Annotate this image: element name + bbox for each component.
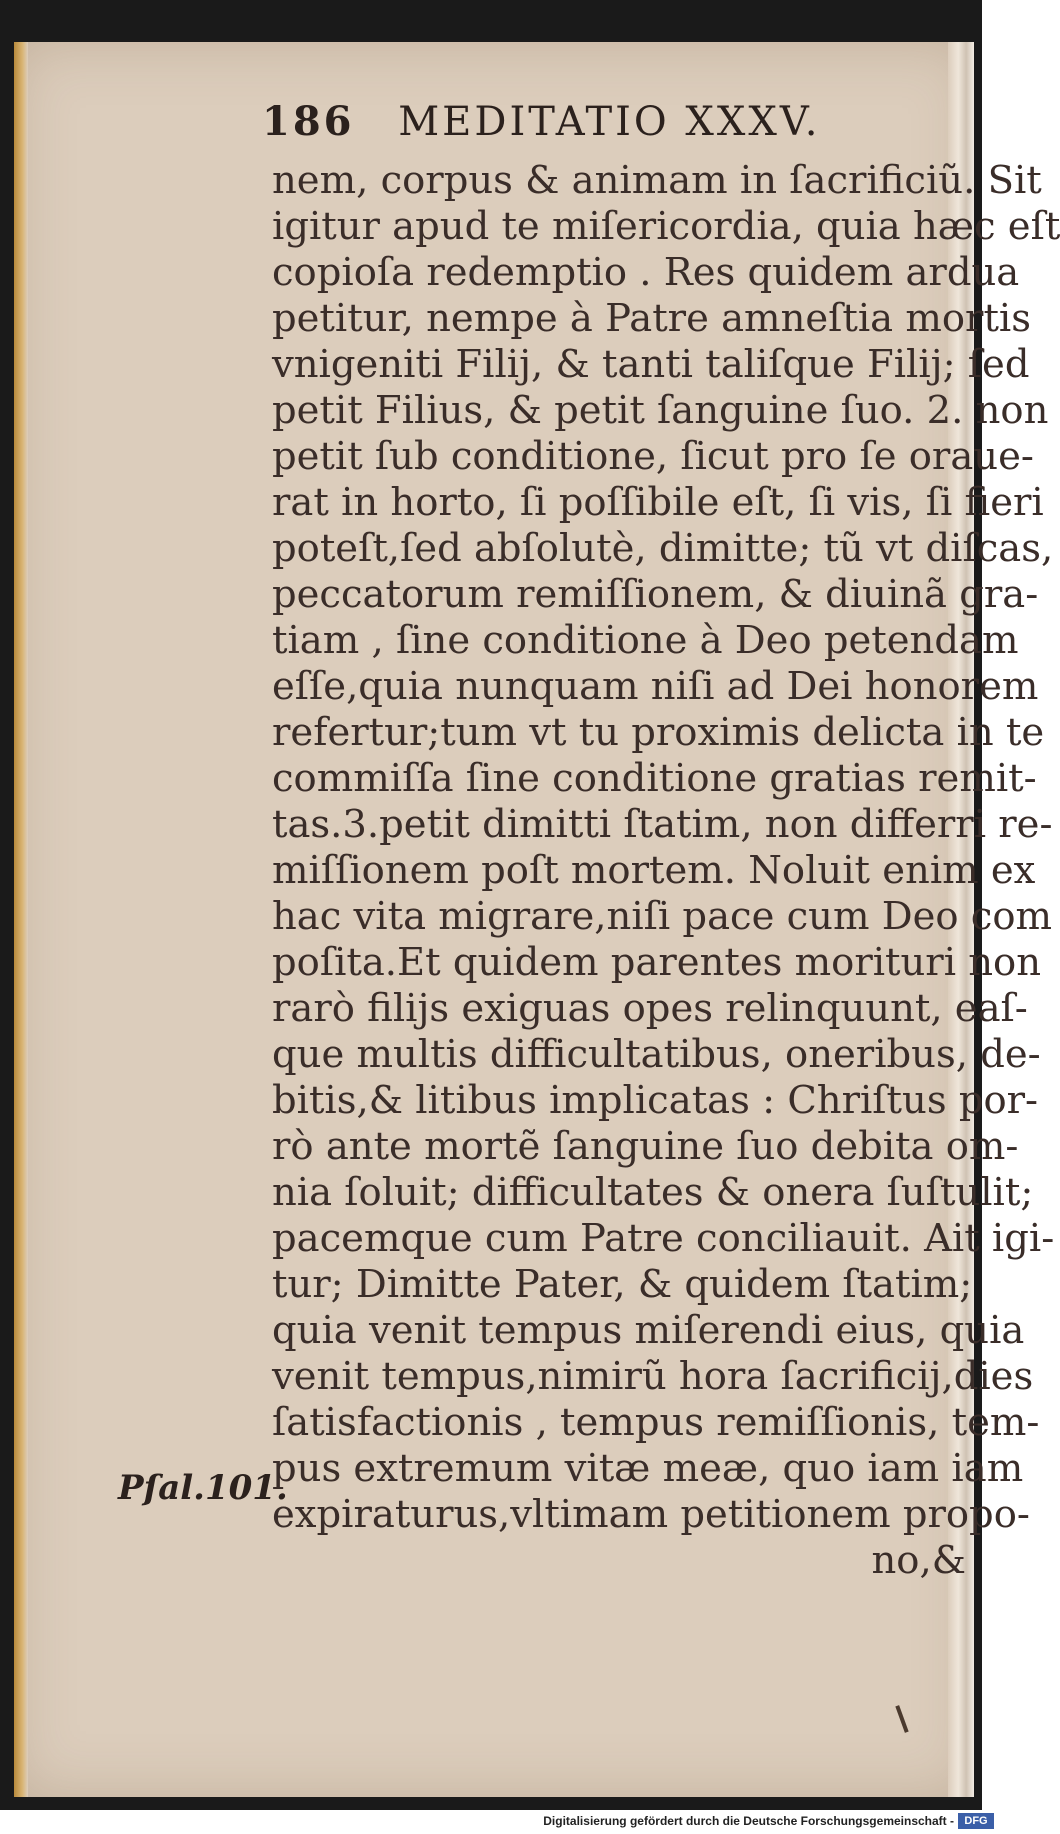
text-line: hac vita migrare,niſi pace cum Deo com: [272, 894, 1053, 939]
text-line: nia ſoluit; difficultates & onera ſuſtulit;: [272, 1170, 1034, 1215]
page-left-edge: [14, 42, 28, 1797]
text-line: petitur, nempe à Patre amneſtia mortis: [272, 296, 1032, 341]
text-line: pacemque cum Patre conciliauit. Ait igi-: [272, 1216, 1055, 1261]
text-line: peccatorum remiſſionem, & diuinã gra-: [272, 572, 1039, 617]
text-line: petit ſub conditione, ſicut pro ſe oraue-: [272, 434, 1034, 479]
text-line: bitis,& litibus implicatas : Chriſtus por-: [272, 1078, 1039, 1123]
text-line: nem, corpus & animam in ſacrificiũ. Sit: [272, 158, 1042, 203]
text-block: [272, 158, 1060, 1584]
margin-note: Pſal.101.: [118, 1468, 288, 1508]
text-line: petit Filius, & petit ſanguine ſuo. 2. non: [272, 388, 1049, 433]
text-line: expiraturus,vltimam petitionem propo-: [272, 1492, 1030, 1537]
text-line: tas.3.petit dimitti ſtatim, non differri re-: [272, 802, 1053, 847]
text-line: que multis difficultatibus, oneribus, de-: [272, 1032, 1041, 1077]
text-line: quia venit tempus miſerendi eius, quia: [272, 1308, 1025, 1353]
text-line: poteſt,ſed abſolutè, dimitte; tũ vt diſcas,: [272, 526, 1054, 571]
text-line: poſita.Et quidem parentes morituri non: [272, 940, 1042, 985]
text-line: copioſa redemptio . Res quidem ardua: [272, 250, 1020, 295]
text-line: rarò filijs exiguas opes relinquunt, eaſ-: [272, 986, 1028, 1031]
text-line: commiſſa ſine conditione gratias remit-: [272, 756, 1037, 801]
dfg-logo: DFG: [958, 1813, 994, 1829]
text-line: refertur;tum vt tu proximis delicta in te: [272, 710, 1045, 755]
text-line: ſatisfactionis , tempus remiſſionis, tem-: [272, 1400, 1040, 1445]
page-number: 186: [262, 98, 355, 145]
footer-bar: [0, 1810, 1000, 1834]
text-line: rò ante mortẽ ſanguine ſuo debita om-: [272, 1124, 1019, 1169]
text-line: igitur apud te miſericordia, quia hæc eſt: [272, 204, 1060, 249]
text-line: miſſionem poſt mortem. Noluit enim ex: [272, 848, 1036, 893]
catchword: no,&: [871, 1538, 966, 1583]
text-line: pus extremum vitæ meæ, quo iam iam: [272, 1446, 1024, 1491]
text-line: rat in horto, ſi poſſibile eſt, ſi vis, ſi fieri: [272, 480, 1044, 525]
page-title: MEDITATIO XXXV.: [398, 99, 821, 145]
text-line: vnigeniti Filij, & tanti taliſque Filij; ſed: [272, 342, 1030, 387]
text-line: tur; Dimitte Pater, & quidem ſtatim;: [272, 1262, 973, 1307]
running-head: [262, 98, 902, 145]
text-line: venit tempus,nimirũ hora ſacrificij,dies: [272, 1354, 1034, 1399]
text-line: eſſe,quia nunquam niſi ad Dei honorem: [272, 664, 1039, 709]
footer-credit: Digitalisierung gefördert durch die Deutsche Forschungsgemeinschaft -: [543, 1814, 954, 1828]
text-line: tiam , ſine conditione à Deo petendam: [272, 618, 1019, 663]
